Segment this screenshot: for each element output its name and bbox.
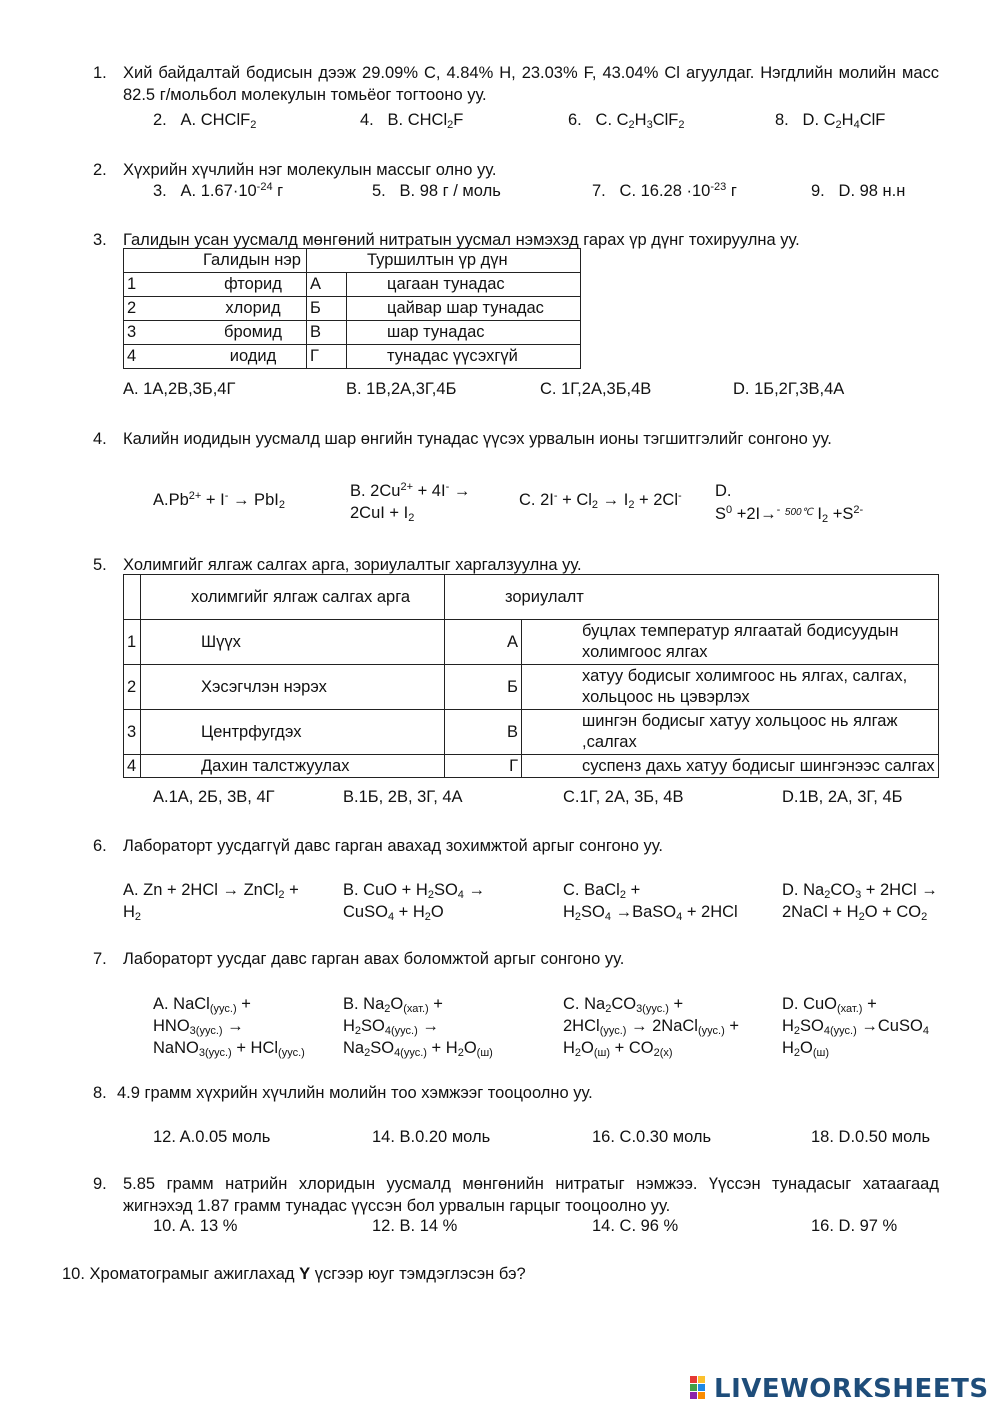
q3-header-result: Туршилтын үр дүн xyxy=(307,249,581,273)
q5-option-c[interactable]: C.1Г, 2А, 3Б, 4В xyxy=(563,788,684,806)
q5-table xyxy=(123,574,939,778)
q6-option-c[interactable]: C. BaCl$_2$ + $H_2SO_4$ →BaSO$_4$ + 2HCl xyxy=(563,881,738,923)
table-row: 1 Шүүх А буцлах температур ялгаатай бодисуудын холимгоос ялгах xyxy=(124,620,939,665)
table-row: 2 хлорид Б цайвар шар тунадас xyxy=(124,297,581,321)
q4-option-a[interactable]: $A.Pb^{2+} + I^- \to PbI_2$ xyxy=(153,490,285,511)
q2-option-b[interactable]: 5. B. 98 г / моль xyxy=(372,182,501,200)
q5-header-method: холимгийг ялгаж салгах арга xyxy=(141,575,445,620)
q2-option-c[interactable]: 7. C. $16.28 \cdot 10^{-23}$ г xyxy=(592,181,737,200)
q3-option-d[interactable]: D. 1Б,2Г,3В,4А xyxy=(733,380,845,398)
q6-option-d[interactable]: D. $Na_2CO_3 + 2HCl$ → 2NaCl + $H_2O + CO_2$ xyxy=(782,881,938,923)
q7-option-c[interactable]: C. $Na_2CO_{3(уус.)}$ + 2HCl$_{(уус.)}$ → 2NaCl$_{(уус.)}$ + $H_2O_{(ш)} + CO_{2(х)}$ xyxy=(563,995,739,1059)
table-row: 3 Центрфугдэх В шингэн бодисыг хатуу хольцоос нь ялгаж ,салгах xyxy=(124,710,939,755)
question-1: 1. Хий байдалтай бодисын дээж 29.09% C, 4.84% H, 23.03% F, 43.04% Cl агуулдаг. Нэгдлийн молийн масс 82.5 г/мольбол молекулын томьёог тогтооно уу. xyxy=(93,64,939,104)
question-9: 9. 5.85 грамм натрийн хлоридын уусмалд мөнгөнийн нитратыг нэмжээ. Үүссэн тунадасыг хатаагаад жигнэхэд 1.87 грамм тунадас үүссэн бол урвалын гарцыг тооцоолно уу. xyxy=(93,1175,939,1215)
q3-option-c[interactable]: C. 1Г,2А,3Б,4В xyxy=(540,380,652,398)
q9-option-b[interactable]: 12. B. 14 % xyxy=(372,1217,458,1235)
q5-option-a[interactable]: A.1А, 2Б, 3В, 4Г xyxy=(153,788,275,806)
q8-option-c[interactable]: 16. C.0.30 моль xyxy=(592,1128,712,1146)
question-2: 2. Хүхрийн хүчлийн нэг молекулын массыг олно уу. xyxy=(93,161,497,179)
table-row: 4 иодид Г тунадас үүсэхгүй xyxy=(124,345,581,369)
question-7: 7. Лабораторт уусдаг давс гарган авах боломжтой аргыг сонгоно уу. xyxy=(93,950,625,968)
q1-option-d[interactable]: 8. D. $C_2H_4ClF$ xyxy=(775,111,886,131)
q9-option-a[interactable]: 10. A. 13 % xyxy=(153,1217,238,1235)
q5-option-b[interactable]: B.1Б, 2В, 3Г, 4А xyxy=(343,788,463,806)
q3-table xyxy=(123,248,581,369)
table-row: 2 Хэсэгчлэн нэрэх Б хатуу бодисыг холимгоос нь ялгах, салгах, хольцоос нь цэвэрлэх xyxy=(124,665,939,710)
q6-option-a[interactable]: A. Zn + 2HCl → ZnCl$_2$ + $H_2$ xyxy=(123,881,299,923)
q3-option-a[interactable]: A. 1А,2В,3Б,4Г xyxy=(123,380,236,398)
question-3: 3. Галидын усан уусмалд мөнгөний нитратын уусмал нэмэхэд гарах үр дүнг тохируулна уу. xyxy=(93,231,800,249)
q7-option-b[interactable]: B. $Na_2O_{(хат.)}$ + $H_2SO_{4(уус.)}$ → $Na_2SO_{4(уус.)} + H_2O_{(ш)}$ xyxy=(343,995,493,1059)
question-8: 8. 4.9 грамм хүхрийн хүчлийн молийн тоо хэмжээг тооцоолно уу. xyxy=(93,1084,593,1102)
q3-header-halide: Галидын нэр xyxy=(200,249,307,273)
q8-option-b[interactable]: 14. B.0.20 моль xyxy=(372,1128,491,1146)
q9-option-c[interactable]: 14. C. 96 % xyxy=(592,1217,679,1235)
q1-option-c[interactable]: 6. C. $C_2H_3ClF_2$ xyxy=(568,111,685,131)
q6-option-b[interactable]: B. CuO + $H_2SO_4$ → CuSO$_4$ + $H_2O$ xyxy=(343,881,486,923)
q4-option-b[interactable]: B. $2Cu^{2+} + 4I^-$ → $2CuI + I_2$ xyxy=(350,481,471,524)
table-row: 3 бромид В шар тунадас xyxy=(124,321,581,345)
q4-option-d[interactable]: D. $S^0 +2I\to^-$ $^{500℃}$ $I_2 +S^{2-}$ xyxy=(715,482,864,525)
q1-option-b[interactable]: 4. B. CHCl$_2$F xyxy=(360,111,464,131)
q2-option-a[interactable]: 3. A. $1.67\cdot 10^{-24}$ г xyxy=(153,181,284,200)
question-6: 6. Лабораторт уусдаггүй давс гарган авахад зохимжтой аргыг сонгоно уу. xyxy=(93,837,663,855)
q2-option-d[interactable]: 9. D. 98 н.н xyxy=(811,182,906,200)
liveworksheets-logo: LIVEWORKSHEETS xyxy=(690,1374,989,1404)
q5-option-d[interactable]: D.1В, 2А, 3Г, 4Б xyxy=(782,788,903,806)
q8-option-a[interactable]: 12. A.0.05 моль xyxy=(153,1128,271,1146)
liveworksheets-logo-icon xyxy=(690,1376,714,1402)
question-10: 10. Хроматограмыг ажиглахад Y үсгээр юуг тэмдэглэсэн бэ? xyxy=(62,1265,526,1283)
q1-option-a[interactable]: 2. A. CHClF$_2$ xyxy=(153,111,257,131)
q3-option-b[interactable]: B. 1В,2А,3Г,4Б xyxy=(346,380,457,398)
table-row: 1 фторид А цагаан тунадас xyxy=(124,273,581,297)
q4-option-c[interactable]: C. $2I^- + Cl_2 \to I_2 + 2Cl^-$ xyxy=(519,490,682,511)
q9-option-d[interactable]: 16. D. 97 % xyxy=(811,1217,898,1235)
question-4: 4. Калийн иодидын уусмалд шар өнгийн тунадас үүсэх урвалын ионы тэгшитгэлийг сонгоно уу. xyxy=(93,430,832,448)
q7-option-d[interactable]: D. CuO$_{(хат.)}$ + $H_2SO_{4(уус.)}$ →CuSO$_4$ $H_2O_{(ш)}$ xyxy=(782,995,929,1059)
table-row: 4 Дахин талстжуулах Г суспенз дахь хатуу бодисыг шингэнээс салгах xyxy=(124,755,939,778)
q7-option-a[interactable]: A. NaCl$_{(уус.)}$ + $HNO_{3(уус.)}$ → NaNO$_{3(уус.)}$ + HCl$_{(уус.)}$ xyxy=(153,995,305,1059)
question-5: 5. Холимгийг ялгаж салгах арга, зориулалтыг харгалзуулна уу. xyxy=(93,556,582,574)
q5-header-purpose: зориулалт xyxy=(445,575,939,620)
q8-option-d[interactable]: 18. D.0.50 моль xyxy=(811,1128,931,1146)
